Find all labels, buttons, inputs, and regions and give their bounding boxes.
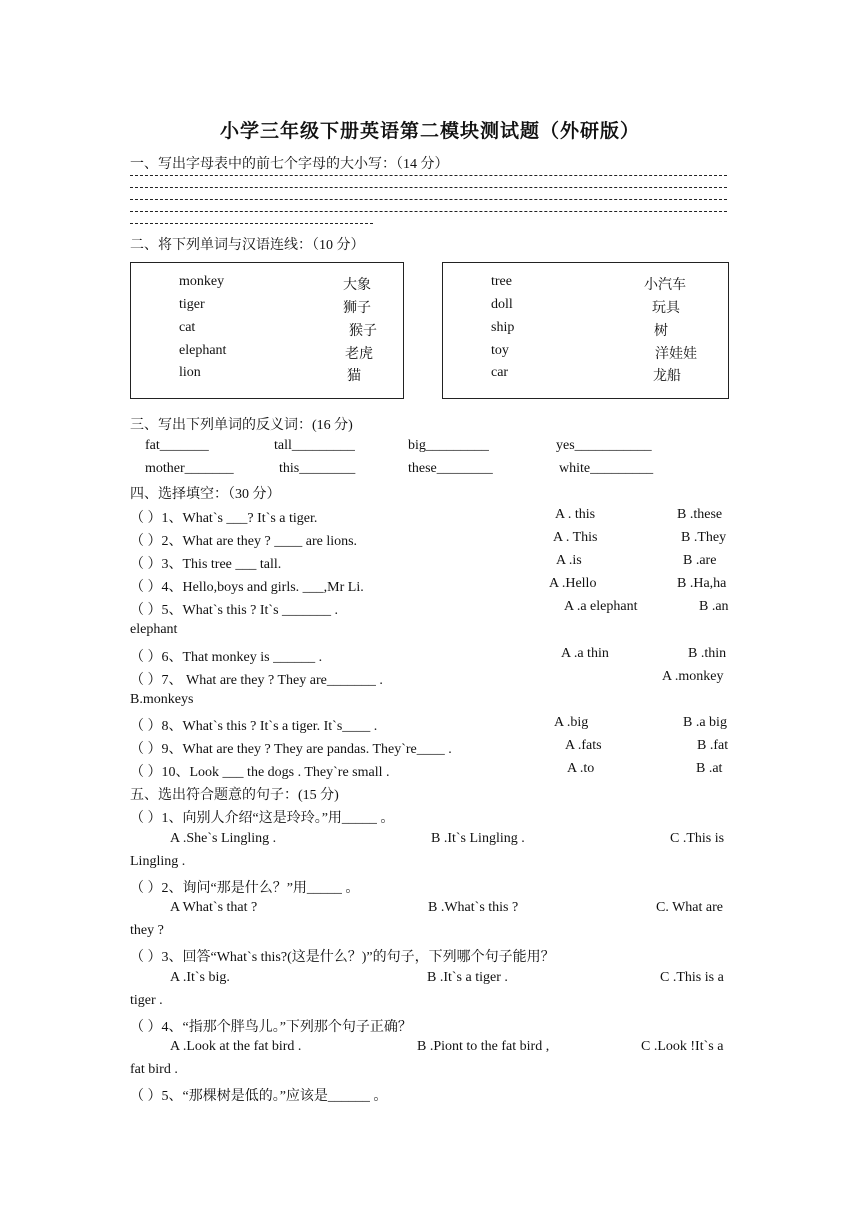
choice-question: （ ）9、What are they ? They are pandas. They`re____ . bbox=[130, 742, 452, 757]
choice-question: （ ）8、What`s this ? It`s a tiger. It`s____ . bbox=[130, 719, 378, 734]
sentence-option-c: C. What are bbox=[656, 900, 723, 915]
match-word: elephant bbox=[179, 343, 227, 358]
sentence-option-b: B .What`s this ? bbox=[428, 900, 519, 915]
antonym-item: this________ bbox=[279, 461, 356, 476]
match-chinese: 洋娃娃 bbox=[655, 347, 697, 362]
sentence-question: （ ）3、回答“What`s this?(这是什么？)”的句子，下列哪个句子能用？ bbox=[130, 950, 555, 965]
sentence-question: （ ）2、询问“那是什么？”用_____ 。 bbox=[130, 881, 360, 896]
match-chinese: 狮子 bbox=[343, 301, 371, 316]
choice-question: （ ）10、Look ___ the dogs . They`re small . bbox=[130, 765, 390, 780]
choice-option-b: B .They bbox=[681, 530, 727, 545]
sentence-question: （ ）4、“指那个胖鸟儿。”下列那个句子正确？ bbox=[130, 1020, 412, 1035]
choice-option-a: A .is bbox=[556, 553, 582, 568]
sentence-option-c: C .Look !It`s a bbox=[641, 1039, 724, 1054]
match-chinese: 玩具 bbox=[652, 301, 680, 316]
antonym-item: white_________ bbox=[559, 461, 654, 476]
sentence-option-a: A .Look at the fat bird . bbox=[170, 1039, 302, 1054]
sentence-option-a: A What`s that ? bbox=[170, 900, 258, 915]
choice-question: （ ）5、What`s this ? It`s _______ . bbox=[130, 603, 339, 618]
section-5-heading: 五、选出符合题意的句子：(15 分) bbox=[130, 788, 339, 803]
match-chinese: 大象 bbox=[343, 278, 371, 293]
sentence-continuation: Lingling . bbox=[130, 854, 186, 869]
choice-option-a: A . this bbox=[555, 507, 596, 522]
choice-option-b: B .fat bbox=[697, 738, 729, 753]
match-word: toy bbox=[491, 343, 509, 358]
sentence-option-a: A .It`s big. bbox=[170, 970, 230, 985]
sentence-option-b: B .Piont to the fat bird , bbox=[417, 1039, 550, 1054]
sentence-continuation: fat bird . bbox=[130, 1062, 178, 1077]
choice-option-a: A .a thin bbox=[561, 646, 609, 661]
choice-option-a: A .fats bbox=[565, 738, 602, 753]
antonym-item: yes___________ bbox=[556, 438, 652, 453]
antonym-item: these________ bbox=[408, 461, 493, 476]
choice-option-b: B .these bbox=[677, 507, 723, 522]
match-word: cat bbox=[179, 320, 196, 335]
choice-continuation: B.monkeys bbox=[130, 692, 194, 707]
match-chinese: 小汽车 bbox=[644, 278, 686, 293]
choice-option-b: B .a big bbox=[683, 715, 727, 730]
sentence-question: （ ）5、“那棵树是低的。”应该是______ 。 bbox=[130, 1089, 388, 1104]
antonym-item: big_________ bbox=[408, 438, 489, 453]
answer-line bbox=[130, 175, 727, 176]
match-word: lion bbox=[179, 365, 201, 380]
choice-question: （ ）7、 What are they ? They are_______ . bbox=[130, 673, 383, 688]
sentence-option-a: A .She`s Lingling . bbox=[170, 831, 277, 846]
answer-line bbox=[130, 211, 727, 212]
section-2-heading: 二、将下列单词与汉语连线：（10 分） bbox=[130, 238, 365, 253]
choice-question: （ ）6、That monkey is ______ . bbox=[130, 650, 323, 665]
section-4-heading: 四、选择填空：（30 分） bbox=[130, 487, 281, 502]
match-chinese: 猴子 bbox=[349, 324, 377, 339]
answer-line bbox=[130, 187, 727, 188]
choice-question: （ ）4、Hello,boys and girls. ___,Mr Li. bbox=[130, 580, 364, 595]
match-chinese: 龙船 bbox=[653, 369, 681, 384]
match-word: car bbox=[491, 365, 509, 380]
sentence-continuation: they ? bbox=[130, 923, 164, 938]
choice-option-b: B .at bbox=[696, 761, 723, 776]
choice-option-a: A . This bbox=[553, 530, 598, 545]
sentence-question: （ ）1、向别人介绍“这是玲玲。”用_____ 。 bbox=[130, 811, 395, 826]
sentence-option-b: B .It`s a tiger . bbox=[427, 970, 508, 985]
choice-option-a: A .monkey bbox=[662, 669, 724, 684]
choice-option-b: B .thin bbox=[688, 646, 727, 661]
match-chinese: 猫 bbox=[347, 369, 361, 384]
match-word: tree bbox=[491, 274, 512, 289]
choice-option-b: B .are bbox=[683, 553, 717, 568]
choice-question: （ ）3、This tree ___ tall. bbox=[130, 557, 282, 572]
section-3-heading: 三、写出下列单词的反义词：(16 分) bbox=[130, 418, 353, 433]
antonym-item: mother_______ bbox=[145, 461, 234, 476]
choice-continuation: elephant bbox=[130, 622, 178, 637]
match-box-left bbox=[130, 262, 404, 399]
choice-option-a: A .Hello bbox=[549, 576, 597, 591]
choice-option-a: A .a elephant bbox=[564, 599, 638, 614]
sentence-option-c: C .This is a bbox=[660, 970, 724, 985]
sentence-continuation: tiger . bbox=[130, 993, 163, 1008]
choice-option-a: A .big bbox=[554, 715, 589, 730]
answer-line bbox=[130, 223, 373, 224]
section-1-heading: 一、写出字母表中的前七个字母的大小写：（14 分） bbox=[130, 157, 449, 172]
match-chinese: 树 bbox=[654, 324, 668, 339]
sentence-option-c: C .This is bbox=[670, 831, 725, 846]
choice-question: （ ）1、What`s ___? It`s a tiger. bbox=[130, 511, 318, 526]
sentence-option-b: B .It`s Lingling . bbox=[431, 831, 525, 846]
answer-line bbox=[130, 199, 727, 200]
page-title: 小学三年级下册英语第二模块测试题（外研版） bbox=[219, 120, 640, 142]
match-word: monkey bbox=[179, 274, 225, 289]
match-word: ship bbox=[491, 320, 515, 335]
choice-option-a: A .to bbox=[567, 761, 595, 776]
choice-option-b: B .an bbox=[699, 599, 729, 614]
antonym-item: fat_______ bbox=[145, 438, 209, 453]
match-chinese: 老虎 bbox=[345, 347, 373, 362]
antonym-item: tall_________ bbox=[274, 438, 355, 453]
match-box-right bbox=[442, 262, 729, 399]
choice-question: （ ）2、What are they ? ____ are lions. bbox=[130, 534, 358, 549]
match-word: tiger bbox=[179, 297, 205, 312]
choice-option-b: B .Ha,ha bbox=[677, 576, 727, 591]
match-word: doll bbox=[491, 297, 513, 312]
